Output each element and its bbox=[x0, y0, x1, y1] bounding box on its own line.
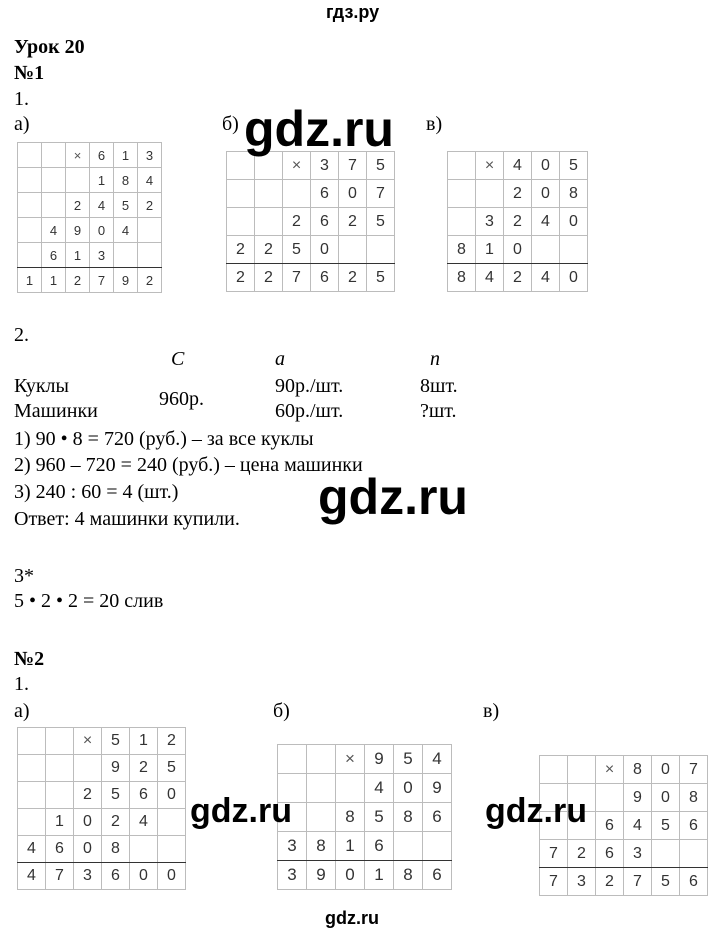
grid-row bbox=[18, 836, 186, 863]
grid-cell: 5 bbox=[102, 782, 130, 809]
grid-cell: 2 bbox=[339, 264, 367, 292]
grid-cell: 4 bbox=[365, 774, 394, 803]
grid-cell: 4 bbox=[18, 863, 46, 890]
grid-cell bbox=[278, 745, 307, 774]
grid-row bbox=[278, 745, 452, 774]
grid-cell: 6 bbox=[130, 782, 158, 809]
grid-cell: 1 bbox=[365, 861, 394, 890]
grid-cell: 3 bbox=[476, 208, 504, 236]
grid-cell: 2 bbox=[138, 193, 162, 218]
grid-cell: 3 bbox=[74, 863, 102, 890]
grid-cell bbox=[42, 193, 66, 218]
grid-cell: 8 bbox=[394, 861, 423, 890]
grid-cell: 2 bbox=[66, 193, 90, 218]
grid-row bbox=[18, 782, 186, 809]
multiplication-grid-2b bbox=[277, 744, 452, 890]
grid-row bbox=[227, 236, 395, 264]
grid-cell: 8 bbox=[624, 756, 652, 784]
multiply-sign: × bbox=[596, 756, 624, 784]
grid-cell: 5 bbox=[158, 755, 186, 782]
grid-cell: 6 bbox=[680, 812, 708, 840]
grid-cell: 9 bbox=[307, 861, 336, 890]
grid-cell bbox=[367, 236, 395, 264]
grid-cell: 2 bbox=[255, 236, 283, 264]
task1-part1-label: 1. bbox=[14, 88, 29, 110]
grid-cell: 1 bbox=[90, 168, 114, 193]
grid-cell bbox=[560, 236, 588, 264]
grid-row bbox=[227, 208, 395, 236]
multiplication-grid-1v bbox=[447, 151, 588, 292]
grid-cell bbox=[138, 243, 162, 268]
grid-cell: 2 bbox=[158, 728, 186, 755]
grid-cell bbox=[394, 832, 423, 861]
grid-cell bbox=[476, 180, 504, 208]
step-1: 1) 90 • 8 = 720 (руб.) – за все куклы bbox=[14, 428, 314, 450]
grid-cell bbox=[114, 243, 138, 268]
grid-cell: 4 bbox=[476, 264, 504, 292]
grid-cell: 0 bbox=[158, 863, 186, 890]
grid-cell: 7 bbox=[367, 180, 395, 208]
grid-cell: 5 bbox=[365, 803, 394, 832]
grid-cell: 0 bbox=[339, 180, 367, 208]
grid-cell: 5 bbox=[394, 745, 423, 774]
grid-cell: 8 bbox=[307, 832, 336, 861]
column-n: n bbox=[430, 348, 440, 370]
grid-cell bbox=[680, 840, 708, 868]
dolls-price: 90р./шт. bbox=[275, 375, 344, 397]
grid-cell: 1 bbox=[18, 268, 42, 293]
grid-cell: 0 bbox=[394, 774, 423, 803]
grid-row bbox=[18, 218, 162, 243]
grid-cell: 0 bbox=[90, 218, 114, 243]
grid-cell: 6 bbox=[680, 868, 708, 896]
column-a: a bbox=[275, 348, 285, 370]
multiplication-grid-1b bbox=[226, 151, 395, 292]
grid-row bbox=[278, 861, 452, 890]
grid-cell: 7 bbox=[339, 152, 367, 180]
grid-cell: 1 bbox=[114, 143, 138, 168]
grid-cell: 3 bbox=[624, 840, 652, 868]
grid-cell: 4 bbox=[138, 168, 162, 193]
grid-cell: 2 bbox=[504, 208, 532, 236]
grid-cell bbox=[130, 836, 158, 863]
grid-cell: 9 bbox=[66, 218, 90, 243]
grid-cell: 7 bbox=[624, 868, 652, 896]
task1-v-label: в) bbox=[426, 113, 443, 135]
grid-cell: 8 bbox=[114, 168, 138, 193]
grid-cell: 2 bbox=[74, 782, 102, 809]
grid-cell: 0 bbox=[560, 208, 588, 236]
grid-cell: 1 bbox=[476, 236, 504, 264]
grid-cell: 5 bbox=[367, 208, 395, 236]
grid-cell: 0 bbox=[311, 236, 339, 264]
task2-a-label: а) bbox=[14, 700, 30, 722]
grid-row bbox=[448, 180, 588, 208]
grid-cell: 0 bbox=[532, 180, 560, 208]
grid-cell: 5 bbox=[114, 193, 138, 218]
grid-cell bbox=[18, 728, 46, 755]
grid-cell bbox=[158, 809, 186, 836]
grid-cell: 7 bbox=[540, 840, 568, 868]
grid-cell: 4 bbox=[90, 193, 114, 218]
grid-cell: 8 bbox=[336, 803, 365, 832]
task2-v-label: в) bbox=[483, 700, 500, 722]
grid-cell: 5 bbox=[652, 868, 680, 896]
grid-cell: 5 bbox=[560, 152, 588, 180]
grid-row bbox=[18, 809, 186, 836]
grid-cell bbox=[18, 168, 42, 193]
grid-cell: 1 bbox=[66, 243, 90, 268]
grid-cell bbox=[18, 755, 46, 782]
grid-cell: 9 bbox=[365, 745, 394, 774]
step-2: 2) 960 – 720 = 240 (руб.) – цена машинки bbox=[14, 454, 363, 476]
task2-part1-label: 1. bbox=[14, 673, 29, 695]
grid-cell: 6 bbox=[102, 863, 130, 890]
grid-cell: 2 bbox=[596, 868, 624, 896]
grid-row bbox=[227, 264, 395, 292]
grid-cell bbox=[307, 803, 336, 832]
grid-cell: 4 bbox=[532, 264, 560, 292]
grid-row bbox=[540, 840, 708, 868]
grid-cell bbox=[18, 809, 46, 836]
grid-cell: 4 bbox=[18, 836, 46, 863]
grid-cell: 2 bbox=[66, 268, 90, 293]
grid-cell bbox=[336, 774, 365, 803]
grid-cell: 6 bbox=[596, 840, 624, 868]
grid-cell: 4 bbox=[423, 745, 452, 774]
grid-cell bbox=[46, 782, 74, 809]
grid-cell bbox=[46, 755, 74, 782]
task2-b-label: б) bbox=[273, 700, 290, 722]
task1-part3-text: 5 • 2 • 2 = 20 слив bbox=[14, 590, 164, 612]
grid-cell: 0 bbox=[532, 152, 560, 180]
cars-count: ?шт. bbox=[420, 400, 457, 422]
grid-cell bbox=[227, 208, 255, 236]
grid-cell: 2 bbox=[339, 208, 367, 236]
multiply-sign: × bbox=[336, 745, 365, 774]
answer: Ответ: 4 машинки купили. bbox=[14, 508, 240, 530]
dolls-label: Куклы bbox=[14, 375, 69, 397]
grid-cell: 5 bbox=[367, 264, 395, 292]
grid-cell: 0 bbox=[560, 264, 588, 292]
grid-cell: 8 bbox=[394, 803, 423, 832]
grid-cell bbox=[532, 236, 560, 264]
grid-cell bbox=[227, 180, 255, 208]
grid-cell: 3 bbox=[90, 243, 114, 268]
lesson-title: Урок 20 bbox=[14, 36, 85, 58]
grid-cell bbox=[568, 756, 596, 784]
grid-cell: 8 bbox=[680, 784, 708, 812]
grid-cell bbox=[158, 836, 186, 863]
grid-cell: 7 bbox=[540, 868, 568, 896]
grid-cell bbox=[652, 840, 680, 868]
grid-cell: 0 bbox=[652, 784, 680, 812]
grid-cell: 4 bbox=[130, 809, 158, 836]
grid-cell bbox=[18, 218, 42, 243]
grid-cell: 7 bbox=[46, 863, 74, 890]
grid-cell bbox=[255, 180, 283, 208]
grid-cell: 3 bbox=[278, 861, 307, 890]
grid-cell bbox=[283, 180, 311, 208]
grid-cell: 5 bbox=[367, 152, 395, 180]
grid-cell: 2 bbox=[504, 264, 532, 292]
grid-cell bbox=[46, 728, 74, 755]
grid-cell: 5 bbox=[102, 728, 130, 755]
watermark: gdz.ru bbox=[318, 469, 468, 525]
grid-cell bbox=[74, 755, 102, 782]
grid-cell: 0 bbox=[130, 863, 158, 890]
grid-cell bbox=[307, 774, 336, 803]
grid-cell bbox=[18, 243, 42, 268]
grid-cell: 2 bbox=[504, 180, 532, 208]
multiplication-grid-2a bbox=[17, 727, 186, 890]
grid-cell: 8 bbox=[448, 236, 476, 264]
dolls-count: 8шт. bbox=[420, 375, 458, 397]
grid-cell: 6 bbox=[596, 812, 624, 840]
multiplication-grid-1a bbox=[17, 142, 162, 293]
grid-cell: 6 bbox=[311, 180, 339, 208]
multiply-sign: × bbox=[74, 728, 102, 755]
grid-cell bbox=[255, 208, 283, 236]
grid-cell: 2 bbox=[102, 809, 130, 836]
grid-cell bbox=[339, 236, 367, 264]
grid-cell: 5 bbox=[283, 236, 311, 264]
grid-cell bbox=[423, 832, 452, 861]
task1-b-label: б) bbox=[222, 113, 239, 135]
grid-cell bbox=[540, 756, 568, 784]
grid-row bbox=[540, 868, 708, 896]
grid-cell bbox=[42, 168, 66, 193]
cars-label: Машинки bbox=[14, 400, 98, 422]
grid-row bbox=[18, 755, 186, 782]
grid-cell: 2 bbox=[255, 264, 283, 292]
multiply-sign: × bbox=[283, 152, 311, 180]
grid-cell: 3 bbox=[138, 143, 162, 168]
grid-cell: 0 bbox=[504, 236, 532, 264]
grid-cell: 9 bbox=[114, 268, 138, 293]
grid-row bbox=[448, 236, 588, 264]
grid-cell: 0 bbox=[158, 782, 186, 809]
total-cost: 960р. bbox=[159, 388, 204, 410]
grid-cell: 2 bbox=[227, 236, 255, 264]
grid-cell: 2 bbox=[227, 264, 255, 292]
grid-cell: 4 bbox=[624, 812, 652, 840]
grid-cell: 0 bbox=[336, 861, 365, 890]
grid-row bbox=[540, 756, 708, 784]
grid-cell: 2 bbox=[568, 840, 596, 868]
multiply-sign: × bbox=[476, 152, 504, 180]
grid-row bbox=[18, 728, 186, 755]
grid-row bbox=[448, 264, 588, 292]
grid-cell: 1 bbox=[130, 728, 158, 755]
grid-cell bbox=[18, 143, 42, 168]
grid-cell: 9 bbox=[423, 774, 452, 803]
grid-cell: 0 bbox=[74, 809, 102, 836]
grid-row bbox=[278, 774, 452, 803]
grid-row bbox=[18, 143, 162, 168]
grid-cell bbox=[66, 168, 90, 193]
watermark: gdz.ru bbox=[244, 101, 394, 157]
grid-row bbox=[448, 152, 588, 180]
grid-cell: 6 bbox=[46, 836, 74, 863]
grid-cell: 1 bbox=[46, 809, 74, 836]
grid-cell bbox=[18, 193, 42, 218]
grid-row bbox=[18, 268, 162, 293]
grid-cell: 7 bbox=[680, 756, 708, 784]
task1-part3-label: 3* bbox=[14, 565, 34, 587]
column-c: C bbox=[171, 348, 185, 370]
grid-cell: 8 bbox=[102, 836, 130, 863]
grid-cell: 9 bbox=[624, 784, 652, 812]
grid-row bbox=[18, 243, 162, 268]
grid-cell: 6 bbox=[42, 243, 66, 268]
grid-row bbox=[18, 168, 162, 193]
grid-cell: 6 bbox=[90, 143, 114, 168]
grid-cell: 9 bbox=[102, 755, 130, 782]
watermark: gdz.ru bbox=[190, 792, 292, 830]
grid-cell: 8 bbox=[448, 264, 476, 292]
grid-cell: 4 bbox=[114, 218, 138, 243]
grid-cell: 6 bbox=[311, 208, 339, 236]
grid-cell: 3 bbox=[278, 832, 307, 861]
multiply-sign: × bbox=[66, 143, 90, 168]
grid-row bbox=[18, 193, 162, 218]
grid-cell: 6 bbox=[423, 803, 452, 832]
grid-cell bbox=[448, 152, 476, 180]
step-3: 3) 240 : 60 = 4 (шт.) bbox=[14, 481, 179, 503]
grid-cell: 2 bbox=[138, 268, 162, 293]
grid-cell: 7 bbox=[90, 268, 114, 293]
grid-cell: 3 bbox=[311, 152, 339, 180]
cars-price: 60р./шт. bbox=[275, 400, 344, 422]
grid-cell: 0 bbox=[74, 836, 102, 863]
task1-label: №1 bbox=[14, 62, 45, 84]
grid-cell bbox=[448, 208, 476, 236]
grid-cell: 1 bbox=[42, 268, 66, 293]
grid-row bbox=[448, 208, 588, 236]
grid-row bbox=[18, 863, 186, 890]
watermark: gdz.ru bbox=[485, 792, 587, 830]
grid-cell: 2 bbox=[130, 755, 158, 782]
grid-cell: 1 bbox=[336, 832, 365, 861]
grid-cell: 7 bbox=[283, 264, 311, 292]
site-header: гдз.ру bbox=[326, 2, 380, 22]
grid-cell: 6 bbox=[365, 832, 394, 861]
task1-a-label: а) bbox=[14, 113, 30, 135]
grid-row bbox=[278, 832, 452, 861]
grid-cell bbox=[307, 745, 336, 774]
task2-label: №2 bbox=[14, 648, 45, 670]
grid-cell bbox=[448, 180, 476, 208]
grid-cell bbox=[138, 218, 162, 243]
grid-cell: 6 bbox=[311, 264, 339, 292]
site-footer: gdz.ru bbox=[325, 908, 379, 928]
grid-row bbox=[227, 180, 395, 208]
grid-cell: 8 bbox=[560, 180, 588, 208]
grid-cell: 2 bbox=[283, 208, 311, 236]
grid-cell: 5 bbox=[652, 812, 680, 840]
grid-cell bbox=[596, 784, 624, 812]
grid-cell: 4 bbox=[42, 218, 66, 243]
grid-cell bbox=[42, 143, 66, 168]
grid-cell bbox=[18, 782, 46, 809]
task1-part2-label: 2. bbox=[14, 324, 29, 346]
grid-row bbox=[278, 803, 452, 832]
grid-cell: 4 bbox=[504, 152, 532, 180]
grid-cell: 6 bbox=[423, 861, 452, 890]
grid-cell: 3 bbox=[568, 868, 596, 896]
grid-cell: 4 bbox=[532, 208, 560, 236]
grid-cell: 0 bbox=[652, 756, 680, 784]
